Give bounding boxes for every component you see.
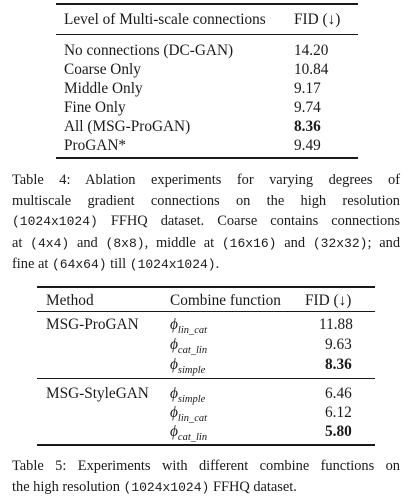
table4-header-rule	[56, 34, 358, 35]
caption-text: .	[215, 256, 220, 272]
caption-code: (1024x1024)	[123, 479, 210, 495]
caption-text: at	[12, 234, 31, 251]
table4-row-label: Fine Only	[64, 99, 126, 116]
caption-line: Table 4: Ablation experiments for varying degrees of	[12, 172, 400, 188]
combine-function	[170, 356, 205, 376]
table5-header-fid: FID (↓)	[305, 292, 352, 309]
caption-code: (4x4)	[30, 235, 70, 251]
phi-symbol: ϕ	[170, 316, 178, 333]
caption-line: Table 5: Experiments with different combine functions on	[12, 458, 400, 474]
table4-row-fid: 9.17	[294, 80, 321, 97]
table5-caption	[12, 456, 400, 498]
combine-function	[170, 316, 207, 336]
table4-row-fid: 10.84	[294, 61, 329, 78]
table5-header-rule	[37, 311, 375, 312]
table5-group-rule	[37, 378, 375, 379]
caption-code: (32x32)	[312, 235, 368, 251]
caption-text: and	[69, 234, 106, 251]
combine-function	[170, 404, 207, 424]
table4-header-fid: FID (↓)	[294, 11, 341, 28]
caption-code: (8x8)	[105, 235, 145, 251]
table4-row-fid: 9.74	[294, 99, 321, 116]
caption-text: fine at	[12, 256, 52, 272]
table5-method-label: MSG-ProGAN	[46, 316, 139, 333]
table4-bottom-rule	[56, 157, 358, 159]
table4-row-label: No connections (DC-GAN)	[64, 42, 234, 59]
caption-text: ; and	[367, 234, 401, 251]
phi-subscript: simple	[177, 365, 206, 376]
caption-code: (1024x1024)	[12, 214, 98, 229]
caption-text: the high resolution	[12, 478, 124, 495]
table5-fid: 11.88	[319, 316, 353, 333]
table4-row-fid: 14.20	[294, 42, 329, 59]
table4-row-label: Middle Only	[64, 80, 143, 97]
table5-header-method: Method	[46, 292, 94, 309]
table5-top-rule	[37, 286, 375, 288]
caption-code: (64x64)	[51, 257, 107, 272]
caption-line	[12, 477, 400, 499]
caption-line	[12, 254, 400, 276]
caption-line	[12, 233, 400, 255]
phi-subscript: simple	[177, 394, 206, 405]
phi-symbol: ϕ	[170, 423, 178, 440]
table5-header-combine: Combine function	[170, 292, 281, 309]
phi-symbol: ϕ	[170, 404, 178, 421]
phi-symbol: ϕ	[170, 356, 178, 373]
combine-function	[170, 336, 207, 356]
table5-bottom-rule	[37, 444, 375, 446]
caption-text: and	[276, 234, 313, 251]
table4-row-label: Coarse Only	[64, 61, 141, 78]
caption-code: (1024x1024)	[129, 257, 216, 272]
phi-subscript: lin_cat	[177, 325, 208, 336]
table4-header-level: Level of Multi-scale connections	[64, 11, 266, 28]
combine-function	[170, 385, 205, 405]
table5-fid: 6.12	[325, 404, 352, 421]
phi-subscript: cat_lin	[177, 345, 208, 356]
table5-fid: 5.80	[325, 423, 352, 440]
table4-row-fid: 9.49	[294, 137, 321, 154]
caption-text: till	[106, 256, 130, 272]
combine-function	[170, 423, 207, 443]
phi-subscript: cat_lin	[177, 432, 208, 443]
caption-line	[12, 211, 400, 233]
caption-text: FFHQ dataset.	[209, 478, 297, 495]
caption-text: , middle at	[144, 234, 222, 251]
phi-symbol: ϕ	[170, 336, 178, 353]
table4-top-rule	[56, 3, 358, 5]
caption-code: (16x16)	[221, 235, 277, 251]
phi-symbol: ϕ	[170, 385, 178, 402]
table4-row-label: ProGAN*	[64, 137, 127, 154]
table5-fid: 9.63	[325, 336, 352, 353]
table4-row-label: All (MSG-ProGAN)	[64, 118, 191, 135]
table5-fid: 8.36	[325, 356, 352, 373]
table5-method-label: MSG-StyleGAN	[46, 385, 149, 402]
caption-text: FFHQ dataset. Coarse contains connections	[97, 213, 400, 229]
table4-caption	[12, 170, 400, 276]
phi-subscript: lin_cat	[177, 413, 208, 424]
caption-line: multiscale gradient connections on the high resolution	[12, 192, 400, 209]
table4-row-fid: 8.36	[294, 118, 321, 135]
table5-fid: 6.46	[325, 385, 352, 402]
